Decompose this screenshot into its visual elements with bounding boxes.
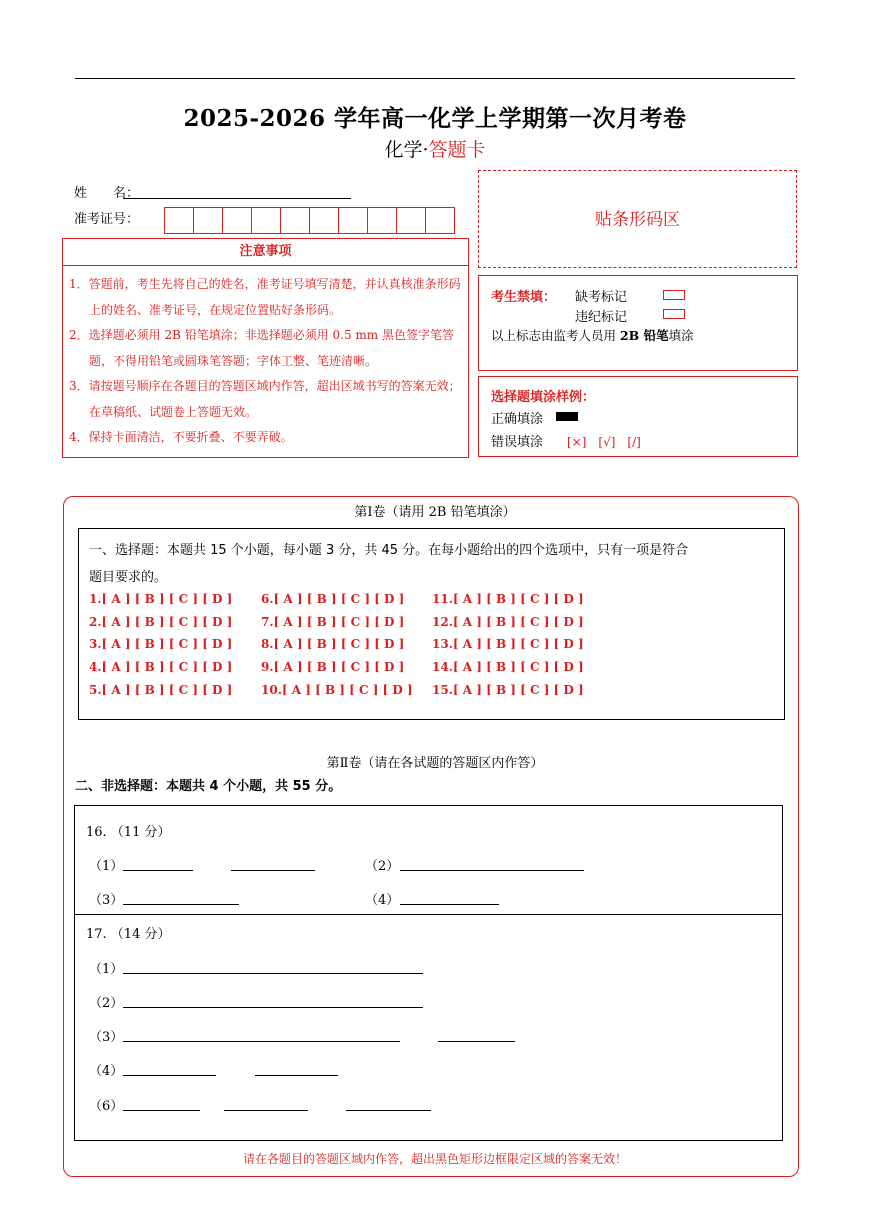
answer-line[interactable] bbox=[255, 1075, 338, 1076]
mc-question[interactable]: 14.[ A ] [ B ] [ C ] [ D ] bbox=[432, 660, 584, 674]
answer-line[interactable] bbox=[123, 973, 423, 974]
section2-instruction: 二、非选择题：本题共 4 个小题，共 55 分。 bbox=[75, 779, 342, 794]
multiple-choice-box bbox=[78, 528, 785, 720]
notice-item: 2．选择题必须用 2B 铅笔填涂；非选择题必须用 0.5 mm 黑色签字笔答题，不得用铅笔或圆珠笔答题；字体工整、笔迹清晰。 bbox=[69, 328, 455, 368]
part-label: （4） bbox=[89, 1064, 124, 1079]
barcode-area bbox=[478, 170, 797, 268]
absent-mark[interactable] bbox=[663, 290, 685, 300]
mc-question[interactable]: 7.[ A ] [ B ] [ C ] [ D ] bbox=[261, 615, 405, 629]
footer-warning: 请在各题目的答题区域内作答，超出黑色矩形边框限定区域的答案无效！ bbox=[242, 1152, 627, 1166]
notice-item: 3．请按题号顺序在各题目的答题区域内作答，超出区域书写的答案无效；在草稿纸、试题卷上答题无效。 bbox=[69, 379, 461, 419]
mc-question[interactable]: 15.[ A ] [ B ] [ C ] [ D ] bbox=[432, 683, 584, 697]
answer-line[interactable] bbox=[123, 904, 239, 905]
mc-question[interactable]: 11.[ A ] [ B ] [ C ] [ D ] bbox=[432, 592, 584, 606]
question-divider bbox=[74, 914, 783, 915]
part-label: （4） bbox=[365, 893, 400, 908]
mc-question[interactable]: 12.[ A ] [ B ] [ C ] [ D ] bbox=[432, 615, 584, 629]
answer-line[interactable] bbox=[400, 870, 584, 871]
q17-heading: 17. （14 分） bbox=[86, 927, 171, 942]
part-label: （2） bbox=[89, 996, 124, 1011]
answer-line[interactable] bbox=[346, 1110, 431, 1111]
mc-question[interactable]: 10.[ A ] [ B ] [ C ] [ D ] bbox=[261, 683, 413, 697]
mc-instruction-1: 一、选择题：本题共 15 个小题，每小题 3 分，共 45 分。在每小题给出的四个选项中，只有一项是符合 bbox=[89, 543, 689, 558]
answer-line[interactable] bbox=[400, 904, 499, 905]
forbid-title: 考生禁填： bbox=[491, 290, 557, 305]
answer-line[interactable] bbox=[438, 1041, 515, 1042]
answer-line[interactable] bbox=[123, 1041, 400, 1042]
answer-line[interactable] bbox=[123, 1110, 200, 1111]
subtitle-subject: 化学· bbox=[384, 139, 429, 161]
violation-label: 违纪标记 bbox=[575, 310, 628, 325]
violation-mark[interactable] bbox=[663, 309, 685, 319]
ticket-cell[interactable] bbox=[164, 207, 194, 234]
absent-label: 缺考标记 bbox=[575, 290, 628, 305]
top-rule bbox=[75, 78, 795, 79]
ticket-cell[interactable] bbox=[367, 207, 397, 234]
correct-label: 正确填涂 bbox=[491, 412, 544, 427]
answer-line[interactable] bbox=[231, 870, 315, 871]
mc-question[interactable]: 4.[ A ] [ B ] [ C ] [ D ] bbox=[89, 660, 233, 674]
ticket-number-cells[interactable] bbox=[165, 207, 455, 234]
section2-title: 第Ⅱ卷（请在各试题的答题区内作答） bbox=[326, 756, 544, 771]
forbid-note-a: 以上标志由监考人员用 bbox=[491, 328, 620, 343]
part-label: （3） bbox=[89, 1030, 124, 1045]
mc-question[interactable]: 9.[ A ] [ B ] [ C ] [ D ] bbox=[261, 660, 405, 674]
ticket-label: 准考证号： bbox=[74, 212, 140, 227]
barcode-label: 贴条形码区 bbox=[595, 210, 680, 230]
subtitle-card: 答题卡 bbox=[428, 139, 486, 161]
notice-item: 1．答题前，考生先将自己的姓名，准考证号填写清楚，并认真核准条形码上的姓名、准考证号，在规定位置贴好条形码。 bbox=[69, 277, 461, 317]
ticket-cell[interactable] bbox=[309, 207, 339, 234]
part-label: （1） bbox=[89, 859, 124, 874]
mc-question[interactable]: 3.[ A ] [ B ] [ C ] [ D ] bbox=[89, 637, 233, 651]
filled-sample bbox=[556, 412, 578, 421]
notice-heading: 注意事项 bbox=[63, 239, 468, 266]
answer-line[interactable] bbox=[123, 1007, 423, 1008]
ticket-cell[interactable] bbox=[396, 207, 426, 234]
mc-question[interactable]: 8.[ A ] [ B ] [ C ] [ D ] bbox=[261, 637, 405, 651]
ticket-cell[interactable] bbox=[222, 207, 252, 234]
ticket-cell[interactable] bbox=[280, 207, 310, 234]
notice-box bbox=[62, 238, 469, 458]
sample-title: 选择题填涂样例： bbox=[491, 390, 596, 405]
section1-title: 第Ⅰ卷（请用 2B 铅笔填涂） bbox=[354, 505, 516, 520]
ticket-cell[interactable] bbox=[425, 207, 455, 234]
q16-heading: 16. （11 分） bbox=[86, 825, 171, 840]
wrong-label: 错误填涂 bbox=[491, 435, 544, 450]
card-subtitle bbox=[0, 135, 870, 162]
answer-line[interactable] bbox=[224, 1110, 308, 1111]
ticket-cell[interactable] bbox=[193, 207, 223, 234]
part-label: （6） bbox=[89, 1099, 124, 1114]
mc-question[interactable]: 5.[ A ] [ B ] [ C ] [ D ] bbox=[89, 683, 233, 697]
notice-item: 4．保持卡面清洁，不要折叠、不要弄破。 bbox=[69, 430, 293, 444]
name-field[interactable] bbox=[123, 198, 351, 199]
mc-question[interactable]: 6.[ A ] [ B ] [ C ] [ D ] bbox=[261, 592, 405, 606]
mc-instruction-2: 题目要求的。 bbox=[89, 570, 168, 585]
sample-box bbox=[478, 376, 798, 457]
forbid-note-b: 2B 铅笔 bbox=[619, 328, 669, 343]
part-label: （2） bbox=[365, 859, 400, 874]
mc-question[interactable]: 13.[ A ] [ B ] [ C ] [ D ] bbox=[432, 637, 584, 651]
ticket-cell[interactable] bbox=[338, 207, 368, 234]
exam-title: 2025-2026 学年高一化学上学期第一次月考卷 bbox=[183, 105, 687, 132]
mc-question[interactable]: 1.[ A ] [ B ] [ C ] [ D ] bbox=[89, 592, 233, 606]
name-label: 姓 名： bbox=[74, 186, 140, 201]
mc-question[interactable]: 2.[ A ] [ B ] [ C ] [ D ] bbox=[89, 615, 233, 629]
part-label: （3） bbox=[89, 893, 124, 908]
ticket-cell[interactable] bbox=[251, 207, 281, 234]
part-label: （1） bbox=[89, 962, 124, 977]
examiner-box bbox=[478, 275, 798, 371]
wrong-marks: [×] [√] [/] bbox=[567, 435, 641, 449]
answer-line[interactable] bbox=[123, 870, 193, 871]
forbid-note bbox=[491, 326, 694, 344]
answer-line[interactable] bbox=[123, 1075, 216, 1076]
forbid-note-c: 填涂 bbox=[668, 328, 694, 343]
